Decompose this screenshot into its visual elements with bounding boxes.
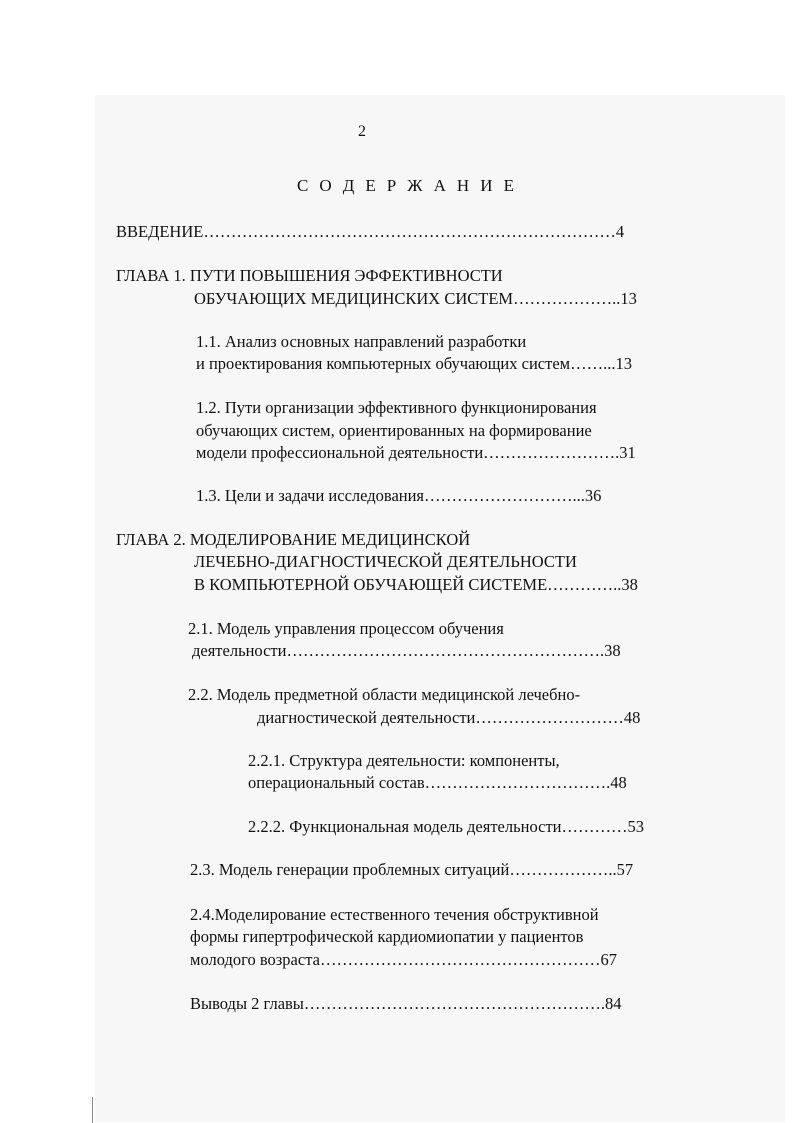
toc-entry-chapter2-line3[interactable]: В КОМПЬЮТЕРНОЙ ОБУЧАЮЩЕЙ СИСТЕМЕ…………..38 [194,575,638,594]
toc-entry-1-1-line2[interactable]: и проектирования компьютерных обучающих систем……...13 [196,354,632,373]
toc-entry-2-2-line1[interactable]: 2.2. Модель предметной области медицинской лечебно- [188,685,581,704]
toc-entry-1-3[interactable]: 1.3. Цели и задачи исследования………………………...36 [196,486,602,505]
toc-entry-2-4-line2[interactable]: формы гипертрофической кардиомиопатии у пациентов [190,927,584,946]
toc-entry-intro[interactable]: ВВЕДЕНИЕ…………………………………………………………………4 [116,222,625,241]
toc-entry-chapter2-line1[interactable]: ГЛАВА 2. МОДЕЛИРОВАНИЕ МЕДИЦИНСКОЙ [116,530,471,549]
page-number: 2 [358,123,366,140]
toc-entry-2-2-line2[interactable]: диагностической деятельности………………………48 [257,708,641,727]
toc-entry-2-2-1-line1[interactable]: 2.2.1. Структура деятельности: компоненты, [248,751,560,770]
toc-entry-chapter2-line2[interactable]: ЛЕЧЕБНО-ДИАГНОСТИЧЕСКОЙ ДЕЯТЕЛЬНОСТИ [194,552,577,571]
toc-entry-conclusions[interactable]: Выводы 2 главы……………………………………………….84 [190,994,622,1013]
scan-edge-mark [92,1097,93,1123]
toc-entry-2-2-1-line2[interactable]: операциональный состав…………………………….48 [248,773,627,792]
toc-entry-2-1-line2[interactable]: деятельности………………………………………………….38 [192,641,621,660]
toc-entry-chapter1-line2[interactable]: ОБУЧАЮЩИХ МЕДИЦИНСКИХ СИСТЕМ………………..13 [194,289,637,308]
toc-entry-2-4-line3[interactable]: молодого возраста……………………………………………67 [190,950,617,969]
toc-entry-2-1-line1[interactable]: 2.1. Модель управления процессом обучения [188,619,504,638]
toc-entry-2-3[interactable]: 2.3. Модель генерации проблемных ситуаций………………..57 [190,860,634,879]
toc-entry-2-4-line1[interactable]: 2.4.Моделирование естественного течения обструктивной [190,905,599,924]
toc-entry-1-2-line2[interactable]: обучающих систем, ориентированных на формирование [196,421,592,440]
toc-entry-1-2-line3[interactable]: модели профессиональной деятельности…………………….31 [196,443,636,462]
toc-entry-chapter1-line1[interactable]: ГЛАВА 1. ПУТИ ПОВЫШЕНИЯ ЭФФЕКТИВНОСТИ [116,266,503,285]
toc-entry-2-2-2[interactable]: 2.2.2. Функциональная модель деятельности…………53 [248,817,644,836]
toc-heading: С О Д Е Р Ж А Н И Е [297,176,518,195]
toc-entry-1-1-line1[interactable]: 1.1. Анализ основных направлений разработки [196,332,527,351]
toc-entry-1-2-line1[interactable]: 1.2. Пути организации эффективного функционирования [196,398,597,417]
